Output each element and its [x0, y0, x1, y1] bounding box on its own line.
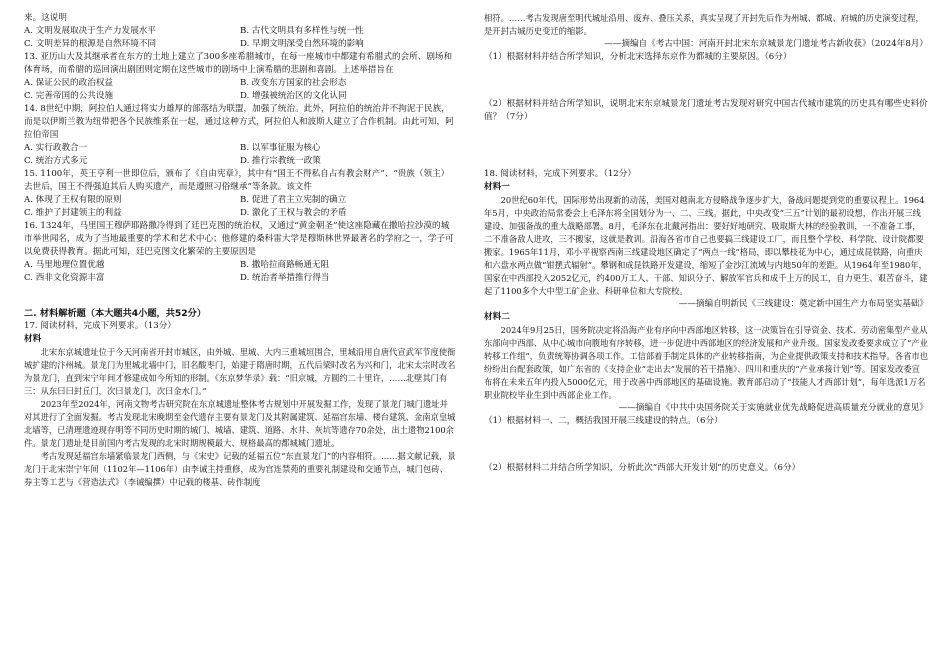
q17-material-label: 材料	[24, 334, 42, 344]
q12-option-c[interactable]: C. 文明差异的根源是自然环境不同	[24, 39, 157, 49]
q18-title: 18. 阅读材料，完成下列要求。（12分）	[484, 169, 636, 179]
q18-material-1-label: 材料一	[484, 182, 510, 192]
q18-material-2-label: 材料二	[484, 312, 510, 322]
q12-option-b[interactable]: B. 古代文明具有多样性与统一性	[240, 26, 364, 36]
q16-options-row-1	[24, 259, 456, 272]
q13-stem: 13. 亚历山大及其继承者在东方的土地上建立了300多座希腊城市，在每一座城市中都建有希腊式的会所、剧场和体育场，而希腊的巡回演出剧团则定期在这些城市的剧场中上演希腊的悲剧和喜剧。上述举措旨在	[24, 52, 453, 75]
q17-material-paragraph-3: 考古发现延福宫东墙紧临景龙门西侧，与《宋史》记载的延福五位“东直景龙门”的内容相符。……据文献记载，景龙门于北宋崇宁年间（1102年—1106年）由李诫主持重修，成为宫连禁苑的重要礼制建设和交通节点，城门包砖、券主等工艺与《营造法式》（李诫编撰）中记载的楼基、砖作制度	[24, 451, 456, 487]
q14-option-d[interactable]: D. 推行宗教统一政策	[240, 156, 321, 166]
q16-option-d[interactable]: D. 统治者举措推行得当	[240, 273, 330, 283]
q18-answer-space-1[interactable]	[484, 428, 928, 462]
q13-option-c[interactable]: C. 完善帝国的公共设施	[24, 91, 114, 101]
q12-options-row-1	[24, 25, 456, 38]
q17-answer-space-2[interactable]	[484, 124, 928, 168]
part-two-title: 二. 材料解析题（本大题共4小题，共52分）	[24, 308, 207, 319]
left-column	[24, 12, 456, 489]
q15-options-row-2	[24, 207, 456, 220]
q17-subquestion-2: （2）根据材料并结合所学知识，说明北宋东京城景龙门遗址考古发现对研究中国古代城市建筑的历史具有哪些史料价值？（7分）	[484, 99, 928, 122]
q18-subquestion-1: （1）根据材料一、二，概括我国开展三线建设的特点。（6分）	[484, 416, 723, 426]
q15-option-b[interactable]: B. 促进了君主立宪制的确立	[240, 195, 347, 205]
q14-option-a[interactable]: A. 实行政教合一	[24, 143, 88, 153]
q14-stem: 14. 8世纪中期，阿拉伯人通过将实力雄厚的部落结为联盟，加强了统治。此外，阿拉伯的统治并不拘泥于民族，而是以伊斯兰教为纽带把各个民族维系在一起，通过这种方式，阿拉伯人和波斯人建立了合作机制。由此可知，阿拉伯帝国	[24, 104, 454, 140]
q18-material-2-source: ——摘编自《中共中央国务院关于实施就业优先战略促进高质量充分就业的意见》	[618, 403, 928, 413]
q15-option-c[interactable]: C. 维护了封建领主的利益	[24, 208, 122, 218]
q12-options-row-2	[24, 38, 456, 51]
q18-subquestion-2: （2）根据材料二并结合所学知识，分析此次“西部大开发计划”的历史意义。（6分）	[484, 463, 801, 473]
q15-stem: 15. 1100年，英王亨利一世即位后，颁布了《自由宪章》，其中有“国王不得私自占有教会财产”、“贵族（领主）去世后，国王不得强迫其后人购买遗产，而是遵照习俗继承”等条款。该文件	[24, 169, 450, 192]
q13-option-d[interactable]: D. 增强被统治区的文化认同	[240, 91, 347, 101]
q18-material-1-source: ——摘编自明新民《三线建设：奠定新中国生产力布局坚实基础》	[678, 299, 928, 309]
q16-option-b[interactable]: B. 撒哈拉商路畅通无阻	[240, 260, 330, 270]
q14-options-row-2	[24, 155, 456, 168]
q16-options-row-2	[24, 272, 456, 285]
q17-material-paragraph-2: 2023年至2024年，河南文物考古研究院在东京城遗址整体考古规划中开展发掘工作，发现了景龙门城门遗址并对其进行了全面发掘。考古发现北宋晚期至金代遗存主要有景龙门及其附属建筑、延福宫东墙、楼台建筑、金南京皇城北墙等，已清理遗迹现存明等不同历史时期的城门、城墙、建筑、道路、水井、灰坑等遗存70余处，出土遗物2100余件。景龙门遗址是目前国内考古发现的北宋时期规模最大、规格最高的都城城门遗址。	[24, 399, 456, 448]
q18-material-2-text: 2024年9月25日，国务院决定将沿海产业有序向中西部地区转移，这一决策旨在引导资金、技术、劳动密集型产业从东部向中西部、从中心城市向腹地有序转移，进一步促进中西部地区的经济发展和产业升级。国家发改委要求成立了“产业转移工作组”，负责统筹协调各项工作。工信部着手制定具体的产业转移指南，为企业提供政策支持和技术指导。各省市也纷纷出台配套政策，如广东省的《支持企业“走出去”发展的若干措施》、四川和重庆的“产业承接计划”等。国家发改委宣布将在未来五年内投入5000亿元，用于改善中西部地区的基础设施。教育部启动了“技能人才西部计划”，每年选派1万名职业院校毕业生到中西部企业工作。	[484, 325, 928, 400]
q18-material-1-text: 20世纪60年代，国际形势出现新的动荡，美国对越南北方侵略战争逐步扩大，备战问题提到党的重要议程上。1964年5月，中央政治局常委会上毛泽东将全国划分为一、二、三线。据此，中央改变“三五”计划的最初设想，作出开展三线建设、加强备战的重大战略部署。8月，毛泽东在北戴河指出：要好好地研究、吸取斯大林的经验教训，一不准备工事，二不准备敌人进攻，三不搬家，这就是教训。沿海各省市自己也要搞三线建设工厂，而且整个学校、科学院、设计院都要搬家。1965年11月，邓小平视察西南三线建设地区确定了“两点一线”格局，即以攀枝花为中心，通过成昆铁路，向重庆和六盘水两点做“钳摆式辐射”。攀钢和成昆铁路开发建设，缩短了金沙江流域与内地50年的差距。从1964年至1980年，国家在中西部投入2052亿元，约400万工人、干部、知识分子、解放军官兵和成千上万的民工，自力更生、艰苦奋斗，建起了1100多个大中型工矿企业、科研单位和大专院校。	[484, 195, 928, 296]
q12-stem-tail: 来。这说明	[24, 13, 67, 23]
q13-option-b[interactable]: B. 改变东方国家的社会形态	[240, 78, 347, 88]
q16-option-c[interactable]: C. 西非文化资源丰富	[24, 273, 105, 283]
q17-title: 17. 阅读材料，完成下列要求。（13分）	[24, 321, 176, 331]
q17-material-paragraph-3-continued: 相符。……考古发现唐至明代城址沿用、废弃、叠压关系，真实呈现了开封先后作为州城、都城、府城的历史演变过程，是开封古城历史变迁的缩影。	[484, 13, 924, 36]
q13-options-row-2	[24, 90, 456, 103]
q14-options-row-1	[24, 142, 456, 155]
q15-option-d[interactable]: D. 激化了王权与教会的矛盾	[240, 208, 347, 218]
q13-option-a[interactable]: A. 保证公民的政治权益	[24, 78, 114, 88]
q13-options-row-1	[24, 77, 456, 90]
q14-option-b[interactable]: B. 以军事征服为核心	[240, 143, 321, 153]
q15-option-a[interactable]: A. 体现了王权有限的原则	[24, 195, 122, 205]
q12-option-a[interactable]: A. 文明发展取决于生产力发展水平	[24, 26, 156, 36]
q17-answer-space-1[interactable]	[484, 64, 928, 98]
q12-option-d[interactable]: D. 早期文明深受自然环境的影响	[240, 39, 364, 49]
q14-option-c[interactable]: C. 统治方式多元	[24, 156, 88, 166]
q17-subquestion-1: （1）根据材料并结合所学知识，分析北宋选择东京作为都城的主要原因。（6分）	[484, 52, 792, 62]
right-column	[484, 12, 928, 475]
q17-material-paragraph-1: 北宋东京城遗址位于今天河南省开封市城区，由外城、里城、大内三重城垣围合，里城沿用自唐代宣武军节度使衙城扩建的汴州城。景龙门为里城北墙中门，旧名酸枣门，始建于隋唐时期，五代后梁时改名为兴和门，北宋太宗时改名为景龙门，直到宋宁年间才修建成如今所知的形制。《东京梦华录》载：“旧京城，方圆约二十里许，……北壁其门有三：从东曰曰封丘门，次曰景龙门，次曰金水门。”	[24, 347, 456, 396]
q16-option-a[interactable]: A. 马里地理位置优越	[24, 260, 105, 270]
q16-stem: 16. 1324年，马里国王穆萨耶路撒冷得到了廷巴克图的统治权，又通过“黄金朝圣”使这座隐藏在撒哈拉沙漠的城市举世闻名，成为了当地最重要的学术和艺术中心；他修建的桑科雷大学是穆斯林世界最著名的学府之一，学子可以免费获得教育。据此可知，廷巴克图文化繁荣的主要原因是	[24, 221, 454, 257]
q17-material-source: ——摘编自《考古中国：河南开封北宋东京城景龙门遗址考古新收获》（2024年8月）	[604, 39, 928, 49]
q15-options-row-1	[24, 194, 456, 207]
